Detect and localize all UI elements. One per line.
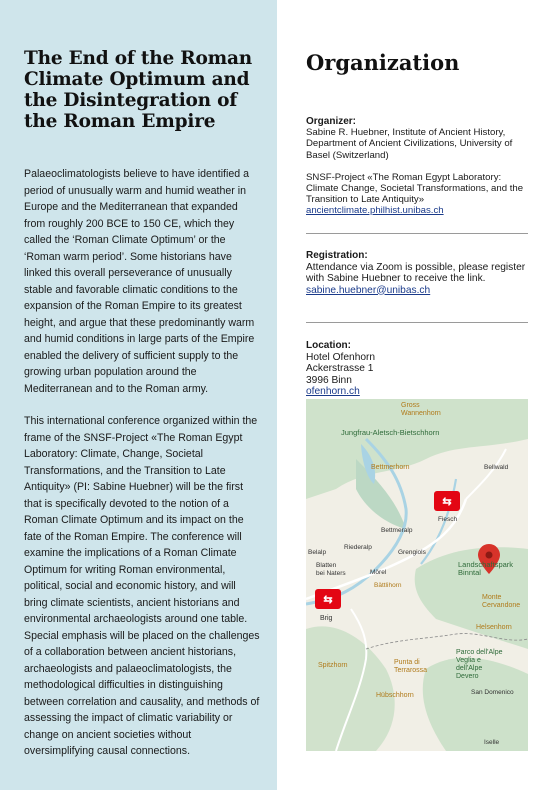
location-line: 3996 Binn — [306, 374, 352, 386]
map-label: Parco dell'Alpe Veglia e dell'Alpe Devero — [456, 649, 503, 680]
train-station-icon — [434, 491, 460, 511]
map-label: Blatten bei Naters — [316, 562, 346, 577]
organization-heading: Organization — [306, 50, 460, 75]
location-label: Location: — [306, 340, 351, 351]
location-map[interactable] — [306, 399, 528, 751]
map-label: Monte Cervandone — [482, 594, 521, 609]
description — [24, 166, 261, 760]
map-label: Bättlihorn — [374, 582, 402, 589]
map-label: Hübschhorn — [376, 692, 414, 699]
map-label: Brig — [320, 615, 333, 622]
map-label: Spitzhorn — [318, 662, 348, 669]
description-paragraph-1: Palaeoclimatologists believe to have identified a period of unusually warm and humid weather in Europe and the Mediterranean that expanded from roughly 200 BCE to 150 CE, which they called the ‘Roman Climate Optimum’ or the ‘Roman warm period’. Some historians have linked this overall perseverance of unusually stable and favorable climatic conditions to the expansion of the Roman Empire to its greatest height, and argue that these predominantly warm and humid conditions in large parts of the Empire enabled the delivery of sufficient supply to the growing urban population around the Mediterranean and to the Roman army. — [24, 168, 255, 395]
map-label: Helsenhorn — [476, 624, 512, 631]
map-label: Bettmeralp — [381, 527, 413, 534]
location-line: Ackerstrasse 1 — [306, 363, 374, 374]
map-label: Mörel — [370, 569, 387, 576]
registration-text: Attendance via Zoom is possible, please register with Sabine Huebner to receive the link. — [306, 261, 526, 284]
registration-email[interactable]: sabine.huebner@unibas.ch — [306, 284, 431, 296]
divider — [306, 233, 528, 234]
organizer-text: Sabine R. Huebner, Institute of Ancient History, Department of Ancient Civilizations, University of Basel (Switzerland) — [306, 127, 513, 161]
location-link[interactable]: ofenhorn.ch — [306, 386, 360, 397]
description-paragraph-2: This international conference organized within the frame of the SNSF-Project «The Roman Egypt Laboratory: Climate, Change, Societal Transformations, and the Transition to Late Antiquity» (PI: Sabine Huebner) will be the first that is specifically devoted to the notion of a Roman Climate Optimum and its impact on the fate of the Roman Empire. The conference will examine the implications of a Roman Climate Optimum for writing Roman environmental, political, social and economic history, and will bring climate scientists, ancient historians and environmental archaeologists around one table. Special emphasis will be placed on the challenges of a collaboration between ancient historians, archaeologists and palaeoclimatologists, the methodological difficulties in distinguishing between correlation and causality, and methods of assessing the impact of climatic variability or change on ancient societies without oversimplifying causal connections. — [24, 415, 260, 757]
svg-text:⇆: ⇆ — [442, 496, 452, 508]
project-text: SNSF-Project «The Roman Egypt Laboratory: Climate Change, Societal Transformations, and the Transition to Late Antiquity» — [306, 171, 524, 206]
map-label: Gross Wannenhorn — [401, 402, 441, 417]
map-label: Riederalp — [344, 544, 372, 551]
map-canvas — [306, 399, 528, 751]
map-label: San Domenico — [471, 689, 514, 696]
map-label: Grengiols — [398, 549, 426, 556]
organizer-label: Organizer: — [306, 116, 357, 127]
map-label: Fiesch — [438, 516, 458, 523]
map-label: Punta di Terrarossa — [394, 659, 428, 674]
location-line: Hotel Ofenhorn — [306, 351, 376, 363]
svg-text:⇆: ⇆ — [323, 594, 333, 606]
conference-title: The End of the Roman Climate Optimum and the Disintegration of the Roman Empire — [24, 48, 253, 132]
map-label: Jungfrau-Aletsch-Bietschhorn — [341, 428, 440, 437]
registration-label: Registration: — [306, 250, 368, 261]
registration-section — [306, 250, 528, 296]
map-label: Bellwald — [484, 464, 509, 471]
location-section — [306, 340, 528, 398]
map-label: Iselle — [484, 739, 500, 746]
train-station-icon — [315, 589, 341, 609]
map-label: Bettmerhorn — [371, 464, 410, 471]
organizer-section — [306, 116, 528, 217]
divider — [306, 322, 528, 323]
map-label: Belalp — [308, 549, 327, 556]
project-link[interactable]: ancientclimate.philhist.unibas.ch — [306, 205, 444, 217]
map-label: Landschaftspark Binntal — [458, 560, 514, 577]
